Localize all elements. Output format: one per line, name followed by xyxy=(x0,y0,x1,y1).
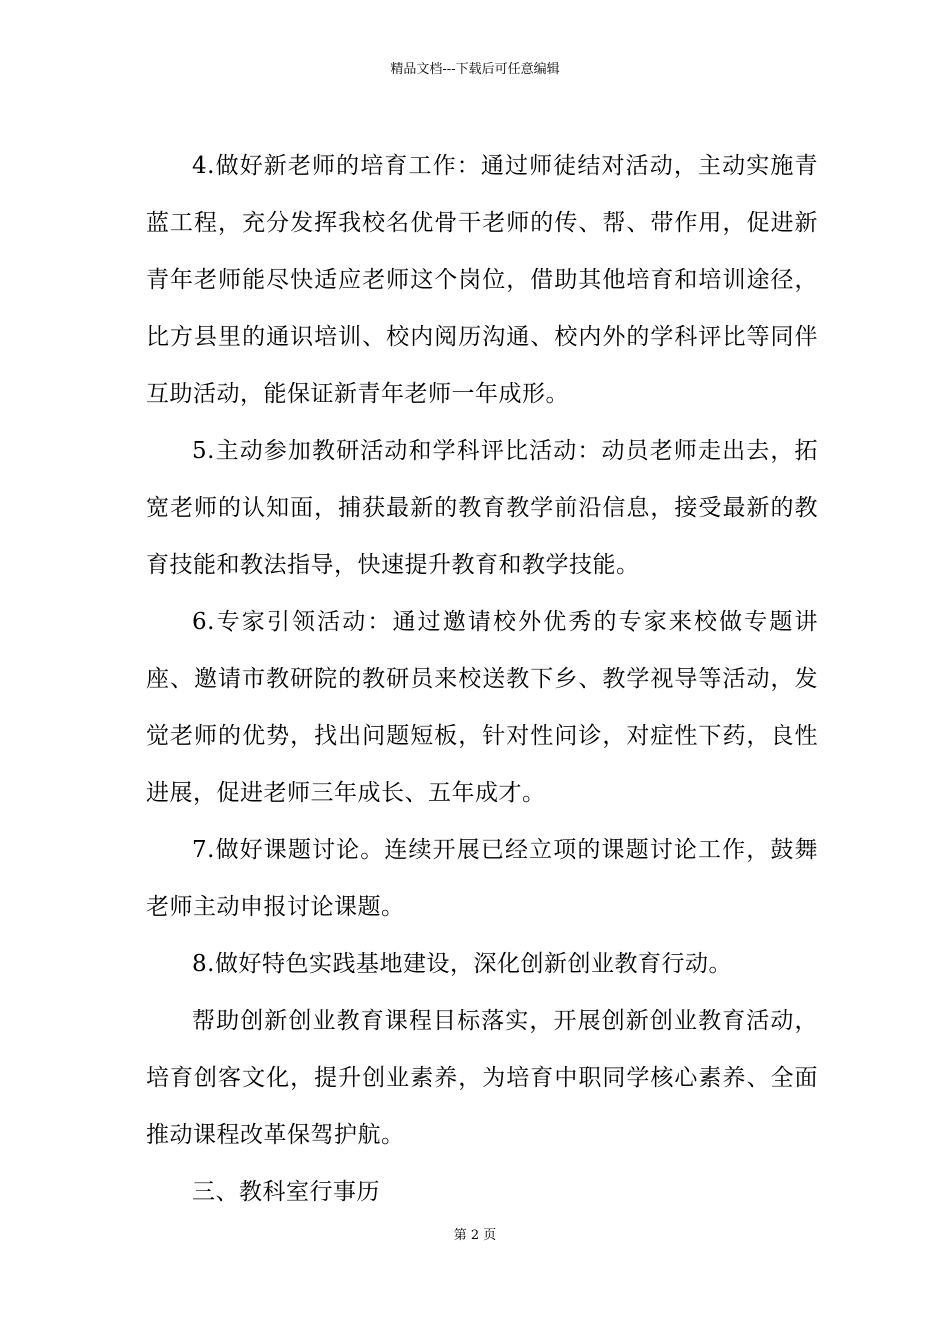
paragraph-innovation: 帮助创新创业教育课程目标落实，开展创新创业教育活动，培育创客文化，提升创业素养，为培育中职同学核心素养、全面推动课程改革保驾护航。 xyxy=(146,1008,818,1148)
page-header: 精品文档---下载后可任意编辑 xyxy=(390,62,560,77)
document-body xyxy=(146,138,818,1221)
paragraph-item-7: 7.做好课题讨论。连续开展已经立项的课题讨论工作，鼓舞老师主动申报讨论课题。 xyxy=(146,837,818,920)
paragraph-item-6: 6.专家引领活动：通过邀请校外优秀的专家来校做专题讲座、邀请市教研院的教研员来校送教下乡、教学视导等活动，发觉老师的优势，找出问题短板，针对性问诊，对症性下药，良性进展，促进老师三年成长、五年成才。 xyxy=(146,609,818,806)
page-number: 第 2 页 xyxy=(453,1228,497,1243)
paragraph-item-4: 4.做好新老师的培育工作：通过师徒结对活动，主动实施青蓝工程，充分发挥我校名优骨干老师的传、帮、带作用，促进新青年老师能尽快适应老师这个岗位，借助其他培育和培训途径，比方县里的通识培训、校内阅历沟通、校内外的学科评比等同伴互助活动，能保证新青年老师一年成形。 xyxy=(146,153,818,407)
section-heading: 三、教科室行事历 xyxy=(192,1179,380,1205)
paragraph-item-5: 5.主动参加教研活动和学科评比活动：动员老师走出去，拓宽老师的认知面，捕获最新的教育教学前沿信息，接受最新的教育技能和教法指导，快速提升教育和教学技能。 xyxy=(146,438,818,578)
paragraph-item-8: 8.做好特色实践基地建设，深化创新创业教育行动。 xyxy=(192,951,732,977)
